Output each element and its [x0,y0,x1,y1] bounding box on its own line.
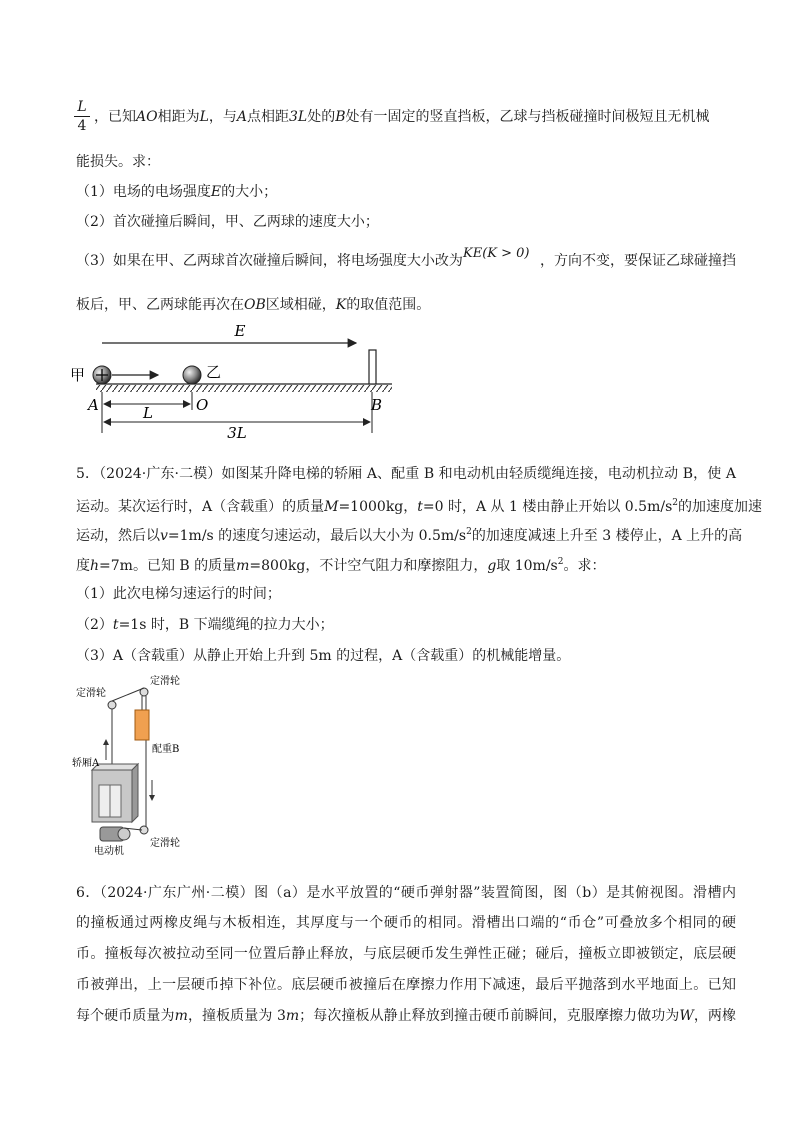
text: ，撞板质量为 3 [187,1008,286,1024]
motor-wheel [118,828,130,840]
label-pulley-bottom: 定滑轮 [150,838,180,849]
counterweight-block [135,710,149,740]
q4-sub-1 [76,182,736,202]
text: m [285,1008,300,1024]
label-E: E [234,322,246,340]
text: m [236,558,250,574]
text: A [236,109,248,125]
text: ，两橡 [693,1008,737,1024]
label-motor: 电动机 [94,846,124,857]
text: t [112,617,119,633]
text: g [487,558,497,574]
label-yi: 乙 [206,363,222,381]
text: 的加速度减速上升至 3 楼停止，A 上升的高 [471,528,743,544]
q4-line-1 [94,107,736,127]
text: 区域相碰， [265,297,336,313]
q4-line-2: 能损失。求： [76,154,160,170]
arrow-down-head [149,795,155,801]
text: W [679,1008,694,1024]
label-counterweight: 配重B [152,744,180,755]
text: 3L [289,109,308,125]
text: （3）如果在甲、乙两球首次碰撞后瞬间，将电场强度大小改为 [76,253,463,269]
kek-expression: KE(K > 0) [463,246,530,261]
text: 。求： [563,558,606,574]
q6-line-2: 的撞板通过两橡皮绳与木板相连，其厚度与一个硬币的相同。滑槽出口端的“币仓”可叠放多个相同的硬 [76,915,736,931]
q4-sub-2: （2）首次碰撞后瞬间，甲、乙两球的速度大小； [76,214,379,230]
text: 运动，然后以 [76,528,160,544]
text: 每个硬币质量为 [76,1008,175,1024]
fraction-numerator: L [77,99,87,115]
text: AO [136,109,158,125]
text: （2） [76,617,113,633]
q5-sub-2 [76,615,736,635]
q4-figure [66,318,406,443]
barrier-B [369,350,376,384]
q5-line-4 [76,552,736,576]
q4-sub-3-cont [76,295,736,315]
ball-yi [183,366,201,384]
pulley-top-left [108,701,116,709]
arrow-up-head [103,739,109,745]
cable-top [112,688,144,701]
fraction-bar [74,116,90,117]
text: ，与 [208,109,237,125]
text: 处有一固定的竖直挡板，乙球与挡板碰撞时间极短且无机械 [345,109,710,125]
q5-line-1: 5．（2024·广东·二模）如图某升降电梯的轿厢 A、配重 B 和电动机由轻质缆绳连接，电动机拉动 B，使 A [76,466,736,482]
fraction-denominator: 4 [77,118,87,134]
text: 相距为 [157,109,200,125]
text: 2 [672,498,678,508]
q5-line-3 [76,522,743,546]
q4-sub-3-tail [540,251,740,271]
text: =1s 时，B 下端缆绳的拉力大小； [118,617,334,633]
text: =800kg，不计空气阻力和摩擦阻力， [249,558,488,574]
q5-line-2 [76,493,762,517]
text: =1m/s 的速度匀速运动，最后以大小为 0.5m/s [167,528,467,544]
text: m [174,1008,188,1024]
text: K [335,297,347,313]
label-3L: 3L [227,424,247,442]
text: t [417,499,423,515]
text: 度 [76,558,90,574]
car-side [132,764,138,822]
q6-line-4: 币被弹出，上一层硬币掉下补位。底层硬币被撞后在摩擦力作用下减速，最后平抛落到水平地面上。已知 [76,977,736,993]
text: 2 [557,557,564,567]
text: E [210,184,222,200]
label-O: O [196,396,209,414]
text: 运动。某次运行时，A（含载重）的质量 [76,499,325,515]
label-jia: 甲 [70,366,86,384]
ground-hatch [96,385,392,392]
text: ；每次撞板从静止释放到撞击硬币前瞬间，克服摩擦力做功为 [299,1008,680,1024]
text: 的取值范围。 [346,297,431,313]
fraction-l-over-4 [73,98,91,135]
q5-sub-1: （1）此次电梯匀速运行的时间； [76,586,281,602]
label-car: 轿厢A [72,758,100,769]
label-A: A [88,396,99,414]
text: v [160,528,168,544]
label-B: B [371,396,383,414]
text: =7m。已知 B 的质量 [99,558,237,574]
text: 处的 [307,109,336,125]
text: ，方向不变，要保证乙球碰撞挡 [540,253,736,269]
text: OB [244,297,266,313]
text: 的加速度加速 [678,499,762,515]
text: 2 [466,527,472,537]
text: 点相距 [247,109,290,125]
text: 的大小； [221,184,278,200]
label-pulley-top-right: 定滑轮 [150,676,180,687]
label-L: L [143,404,153,422]
text: （1）电场的电场强度 [76,184,211,200]
q6-line-1: 6．（2024·广东广州·二模）图（a）是水平放置的“硬币弹射器”装置简图，图（b）是其俯视图。滑槽内 [76,885,736,901]
text: =1000kg， [338,499,418,515]
text: M [324,499,339,515]
text: ，已知 [94,109,136,125]
label-pulley-top-left: 定滑轮 [76,688,106,699]
text: L [199,109,209,125]
text: 取 10m/s [496,558,558,574]
q6-line-5 [76,1006,736,1026]
text: =0 时，A 从 1 楼由静止开始以 0.5m/s [422,499,673,515]
q5-elevator-figure [68,670,228,860]
text: 板后，甲、乙两球能再次在 [76,297,244,313]
text: h [90,558,100,574]
text: B [335,109,346,125]
q6-line-3: 币。撞板每次被拉动至同一位置后静止释放，与底层硬币发生弹性正碰；碰后，撞板立即被锁定，底层硬 [76,946,736,962]
q5-sub-3: （3）A（含载重）从静止开始上升到 5m 的过程，A（含载重）的机械能增量。 [76,648,571,664]
